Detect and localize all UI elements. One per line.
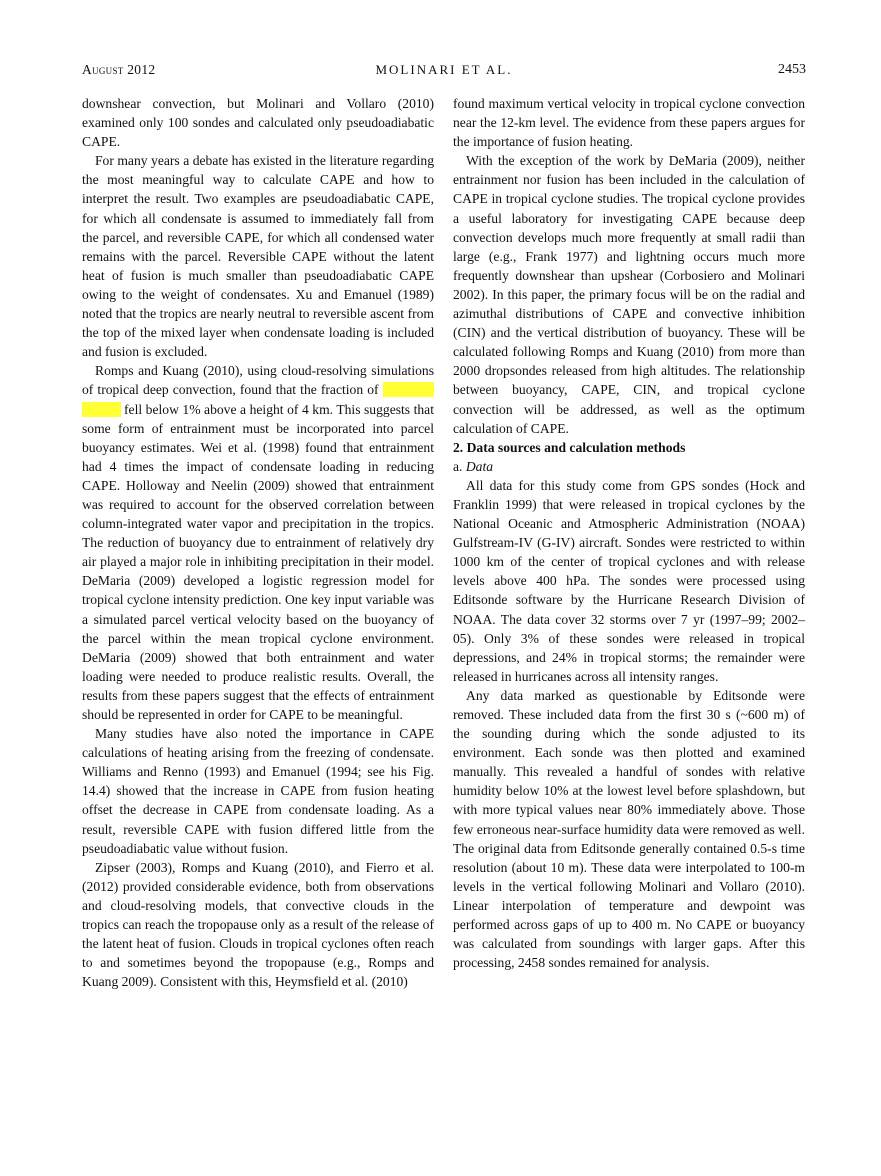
subsection-heading xyxy=(453,457,805,476)
paragraph: downshear convection, but Molinari and Vollaro (2010) examined only 100 sondes and calculated only pseudoadiabatic CAPE. xyxy=(82,96,434,150)
paragraph: found maximum vertical velocity in tropical cyclone convection near the 12-km level. The evidence from these papers argues for the importance of fusion heating. xyxy=(453,96,805,150)
paragraph-text: Romps and Kuang (2010), using cloud-resolving simulations of tropical deep convection, found that the fraction of xyxy=(82,363,434,398)
paragraph: For many years a debate has existed in the literature regarding the most meaningful way to calculate CAPE and how to interpret the result. Two examples are pseudoadiabatic CAPE, for which all condensate is assumed to immediately fall from the parcel, and reversible CAPE, for which all condensed water remains with the parcel. Reversible CAPE without the latent heat of fusion is much smaller than pseudoadiabatic CAPE owing to the weight of condensates. Xu and Emanuel (1989) noted that the tropics are nearly neutral to reversible ascent from the top of the mixed layer when condensate loading is included and fusion is excluded. xyxy=(82,153,434,360)
subsection-title: Data xyxy=(465,458,494,474)
paragraph: Many studies have also noted the importance in CAPE calculations of heating arising from the freezing of condensate. Williams and Renno (1993) and Emanuel (1994; see his Fig. 14.4) showed that the increase in CAPE from fusion heating offset the decrease in CAPE from condensate loading. As a result, reversible CAPE with fusion differed little from the pseudoadiabatic value without fusion. xyxy=(82,726,434,856)
paragraph: Any data marked as questionable by Editsonde were removed. These included data from the first 30 s (~600 m) of the sounding during which the sonde adjusted to its environment. Each sonde was then plotted and examined manually. This revealed a handful of sondes with relative humidity below 10% at the lowest level before splashdown, but with more typical values near 80% immediately above. Those few erroneous near-surface humidity data were removed as well. The original data from Editsonde generally contained 0.5-s time resolution (about 10 m). These data were interpolated to 100-m levels in the vertical following Molinari and Vollaro (2010). Linear interpolation of temperature and dewpoint was performed across gaps of up to 400 m. No CAPE or buoyancy was calculated from soundings with larger gaps. After this processing, 2458 sondes remained for analysis. xyxy=(453,687,805,971)
header-authors: MOLINARI ET AL. xyxy=(375,62,513,77)
paragraph: With the exception of the work by DeMaria (2009), neither entrainment nor fusion has been included in the calculation of CAPE in tropical cyclone studies. The tropical cyclone provides a useful laboratory for investigating CAPE because deep convection develops much more frequently at small radii than large (e.g., Frank 1977) and lightning occurs much more frequently downshear than upshear (Corbosiero and Molinari 2002). In this paper, the primary focus will be on the radial and azimuthal distributions of CAPE and convective inhibition (CIN) and the vertical distribution of buoyancy. These will be calculated following Romps and Kuang (2010) from more than 2000 dropsondes released from high altitudes. The relationship between buoyancy, CAPE, CIN, and tropical cyclone convection will be addressed, as well as the optimum calculation of CAPE. xyxy=(453,153,805,436)
right-column xyxy=(453,94,805,972)
highlighted-redaction: undiluted parcels xyxy=(82,382,434,417)
paragraph-text: fell below 1% above a height of 4 km. This suggests that some form of entrainment must be incorporated into parcel buoyancy estimates. Wei et al. (1998) found that entrainment had 4 times the impact of condensate loading in reducing CAPE. Holloway and Neelin (2009) showed that entrainment was required to account for the observed correlation between column-integrated water vapor and precipitation in the tropics. The reduction of buoyancy due to entrainment of relatively dry air played a major role in inhibiting precipitation in their model. DeMaria (2009) developed a logistic regression model for tropical cyclone intensity prediction. One key input variable was a simulated parcel vertical velocity based on the buoyancy of the parcel within the mean tropical cyclone environment. DeMaria (2009) showed that both entrainment and water loading were needed to produce realistic results. Overall, the results from these papers suggest that the effects of entrainment should be represented in order for CAPE to be meaningful. xyxy=(82,401,434,722)
subsection-label: a. xyxy=(453,458,463,474)
left-column xyxy=(82,94,434,991)
page-header xyxy=(82,62,806,80)
paragraph: Zipser (2003), Romps and Kuang (2010), and Fierro et al. (2012) provided considerable evidence, both from observations and cloud-resolving models, that convective clouds in the tropics can reach the tropopause only as a result of the release of the latent heat of fusion. Clouds in tropical cyclones often reach to and sometimes beyond the tropopause (e.g., Romps and Kuang 2009). Consistent with this, Heymsfield et al. (2010) xyxy=(82,859,434,990)
page-number: 2453 xyxy=(778,62,806,77)
paragraph: All data for this study come from GPS sondes (Hock and Franklin 1999) that were released in tropical cyclones by the National Oceanic and Atmospheric Administration (NOAA) Gulfstream-IV (G-IV) aircraft. Sondes were restricted to within 1000 km of the center of tropical cyclones and with release levels above 400 hPa. The sondes were processed using Editsonde software by the Hurricane Research Division of NOAA. The data cover 32 storms over 7 yr (1997–99; 2002–05). Only 3% of these sondes were released in tropical depressions, and 24% in tropical storms; the remainder were released in hurricanes across all intensity ranges. xyxy=(453,477,805,684)
section-heading: 2. Data sources and calculation methods xyxy=(453,439,686,455)
header-date: August 2012 xyxy=(82,62,156,77)
paragraph xyxy=(82,361,434,724)
